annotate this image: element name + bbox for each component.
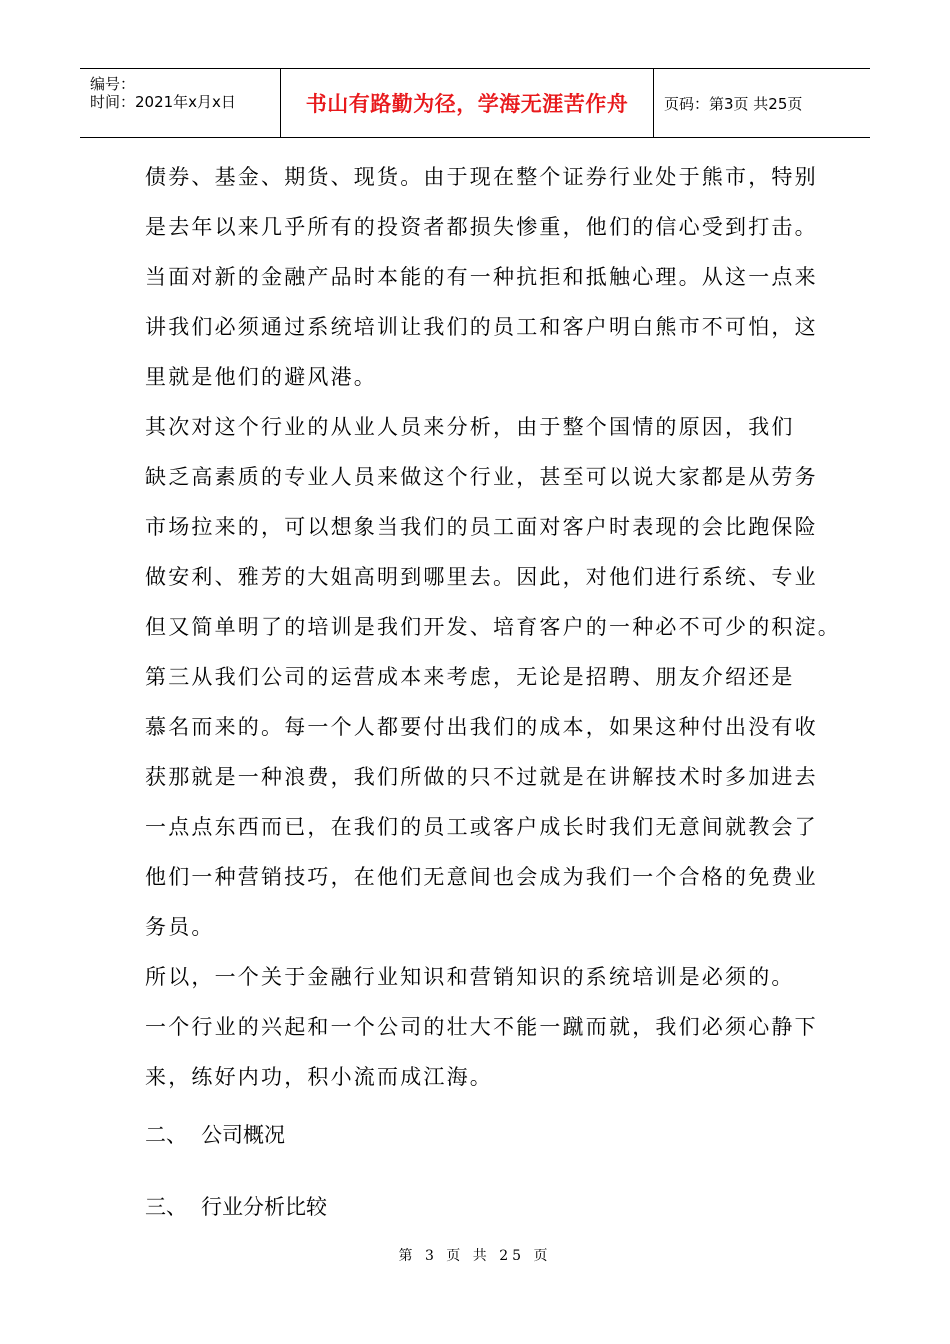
body-line: 缺乏高素质的专业人员来做这个行业，甚至可以说大家都是从劳务 (145, 465, 818, 489)
body-line: 但又简单明了的培训是我们开发、培育客户的一种必不可少的积淀。 (145, 615, 841, 639)
body-line: 债券、基金、期货、现货。由于现在整个证券行业处于熊市，特别 (145, 165, 818, 189)
header-page-info: 页码：第3页 共25页 (664, 94, 803, 113)
section-heading-3 (145, 1192, 327, 1222)
doc-date: 时间：2021年x月x日 (90, 93, 236, 111)
body-line: 获那就是一种浪费，我们所做的只不过就是在讲解技术时多加进去 (145, 765, 818, 789)
body-line: 里就是他们的避风港。 (145, 365, 377, 389)
body-line: 当面对新的金融产品时本能的有一种抗拒和抵触心理。从这一点来 (145, 265, 818, 289)
body-line: 第三从我们公司的运营成本来考虑，无论是招聘、朋友介绍还是 (145, 665, 795, 689)
body-line: 慕名而来的。每一个人都要付出我们的成本，如果这种付出没有收 (145, 715, 818, 739)
page-footer: 第 3 页 共 25 页 (398, 1248, 552, 1264)
section-title: 行业分析比较 (201, 1195, 327, 1219)
section-number: 三、 (145, 1195, 187, 1219)
header-motto: 书山有路勤为径，学海无涯苦作舟 (281, 69, 654, 137)
body-line: 其次对这个行业的从业人员来分析，由于整个国情的原因，我们 (145, 415, 795, 439)
doc-number-label: 编号： (90, 75, 136, 93)
body-line: 是去年以来几乎所有的投资者都损失惨重，他们的信心受到打击。 (145, 215, 818, 239)
body-line: 他们一种营销技巧，在他们无意间也会成为我们一个合格的免费业 (145, 865, 818, 889)
body-line: 一个行业的兴起和一个公司的壮大不能一蹴而就，我们必须心静下 (145, 1015, 818, 1039)
body-line: 务员。 (145, 915, 215, 939)
section-title: 公司概况 (201, 1123, 285, 1147)
header-meta (80, 69, 281, 137)
body-line: 做安利、雅芳的大姐高明到哪里去。因此，对他们进行系统、专业 (145, 565, 818, 589)
body-line: 所以，一个关于金融行业知识和营销知识的系统培训是必须的。 (145, 965, 795, 989)
section-heading-2 (145, 1120, 285, 1150)
page-header (80, 68, 870, 138)
body-line: 一点点东西而已，在我们的员工或客户成长时我们无意间就教会了 (145, 815, 818, 839)
body-line: 讲我们必须通过系统培训让我们的员工和客户明白熊市不可怕，这 (145, 315, 818, 339)
body-line: 来，练好内功，积小流而成江海。 (145, 1065, 493, 1089)
section-number: 二、 (145, 1123, 187, 1147)
body-line: 市场拉来的，可以想象当我们的员工面对客户时表现的会比跑保险 (145, 515, 818, 539)
